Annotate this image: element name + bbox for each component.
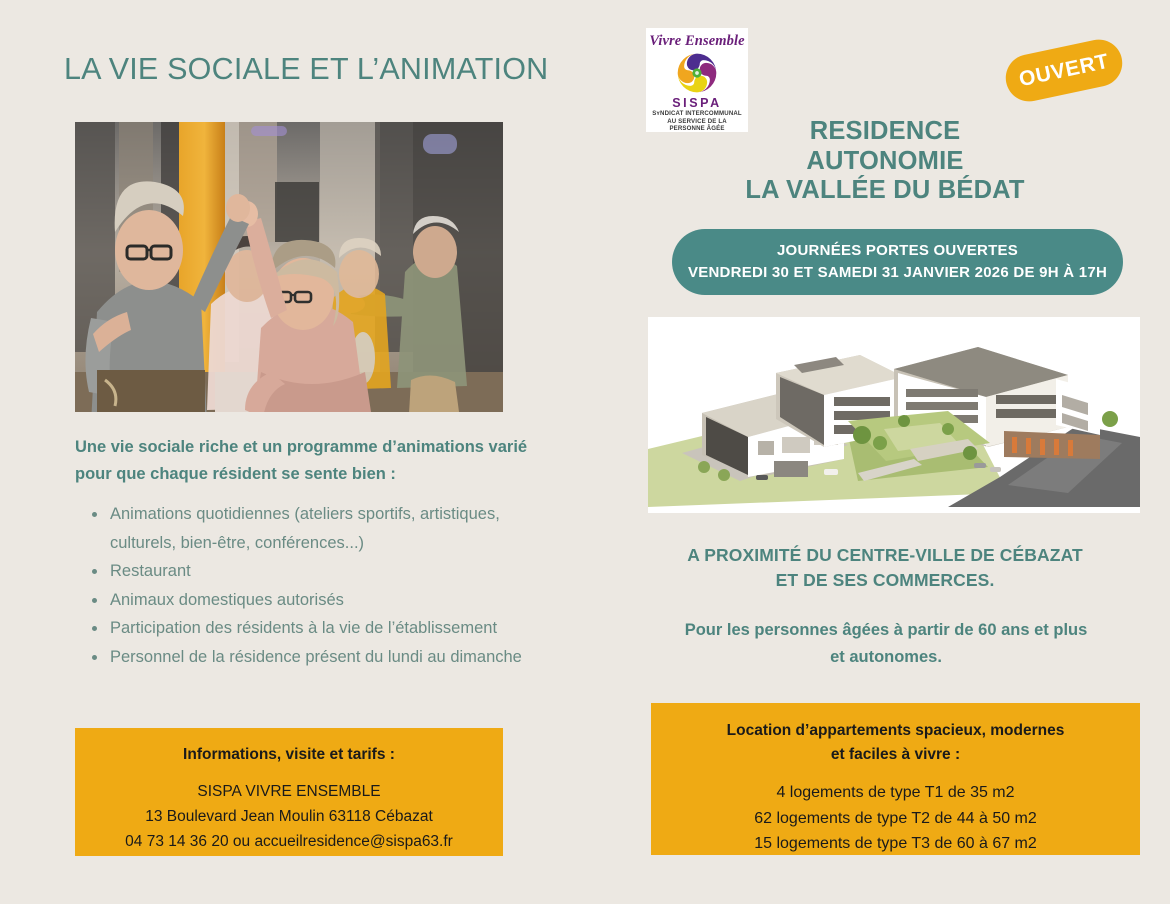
spiral-logo-icon (674, 50, 720, 96)
status-badge-label: OUVERT (1016, 49, 1111, 91)
housing-type-t3: 15 logements de type T3 de 60 à 67 m2 (754, 835, 1037, 852)
eligibility-line2: et autonomes. (830, 648, 942, 666)
status-badge-ouvert (1001, 35, 1126, 106)
residence-title-line2: AUTONOMIE (806, 146, 964, 175)
list-item: Participation des résidents à la vie de l’établissement (84, 614, 534, 643)
list-item: Animations quotidiennes (ateliers sportifs, artistiques, culturels, bien-être, conférences...) (84, 500, 534, 557)
residence-building-rendering (648, 317, 1140, 513)
contact-org-name: SISPA VIVRE ENSEMBLE (197, 783, 381, 800)
open-days-line2: VENDREDI 30 ET SAMEDI 31 JANVIER 2026 DE 9H À 17H (687, 264, 1108, 281)
proximity-line2: ET DE SES COMMERCES. (775, 570, 995, 590)
logo-subtitle-line1: SʏNDICAT INTERCOMMUNAL (652, 110, 742, 117)
eligibility-line1: Pour les personnes âgées à partir de 60 ans et plus (684, 621, 1088, 639)
list-item: Personnel de la résidence présent du lundi au dimanche (84, 643, 534, 672)
list-item: Restaurant (84, 557, 534, 586)
open-days-banner (672, 229, 1123, 295)
housing-type-t2: 62 logements de type T2 de 44 à 50 m2 (754, 809, 1037, 827)
residence-title-line3: LA VALLÉE DU BÉDAT (745, 176, 1025, 204)
logo-script-text: Vivre Ensemble (649, 33, 745, 49)
right-column (630, 0, 1140, 904)
housing-offer-box (651, 703, 1140, 855)
feature-list (84, 500, 534, 671)
residence-title-line1: RESIDENCE (809, 117, 961, 145)
housing-offer-title (651, 719, 1140, 767)
page-title: LA VIE SOCIALE ET L’ANIMATION (64, 52, 549, 86)
housing-offer-title-line1: Location d’appartements spacieux, modernes (726, 722, 1065, 739)
left-column (62, 0, 572, 904)
contact-info-title: Informations, visite et tarifs : (183, 746, 395, 763)
logo-subtitle-line2: AU SERVICE DE LA PERSONNE ÂGÉE (667, 117, 727, 133)
list-item: Animaux domestiques autorisés (84, 586, 534, 615)
open-days-line1: JOURNÉES PORTES OUVERTES (776, 242, 1019, 259)
proximity-line1: A PROXIMITÉ DU CENTRE-VILLE DE CÉBAZAT (687, 545, 1083, 565)
intro-paragraph: Une vie sociale riche et un programme d’animations varié pour que chaque résident se sente bien : (75, 438, 528, 483)
proximity-text (630, 543, 1140, 593)
contact-phone-email[interactable]: 04 73 14 36 20 ou accueilresidence@sispa63.fr (125, 833, 453, 850)
residence-title (630, 117, 1140, 206)
logo-acronym: SISPA (672, 96, 722, 110)
eligibility-note (640, 617, 1132, 671)
contact-address: 13 Boulevard Jean Moulin 63118 Cébazat (145, 808, 433, 825)
seniors-dancing-photo (75, 122, 503, 412)
housing-type-t1: 4 logements de type T1 de 35 m2 (776, 784, 1015, 801)
contact-info-box (75, 728, 503, 856)
housing-offer-title-line2: et faciles à vivre : (830, 746, 961, 763)
